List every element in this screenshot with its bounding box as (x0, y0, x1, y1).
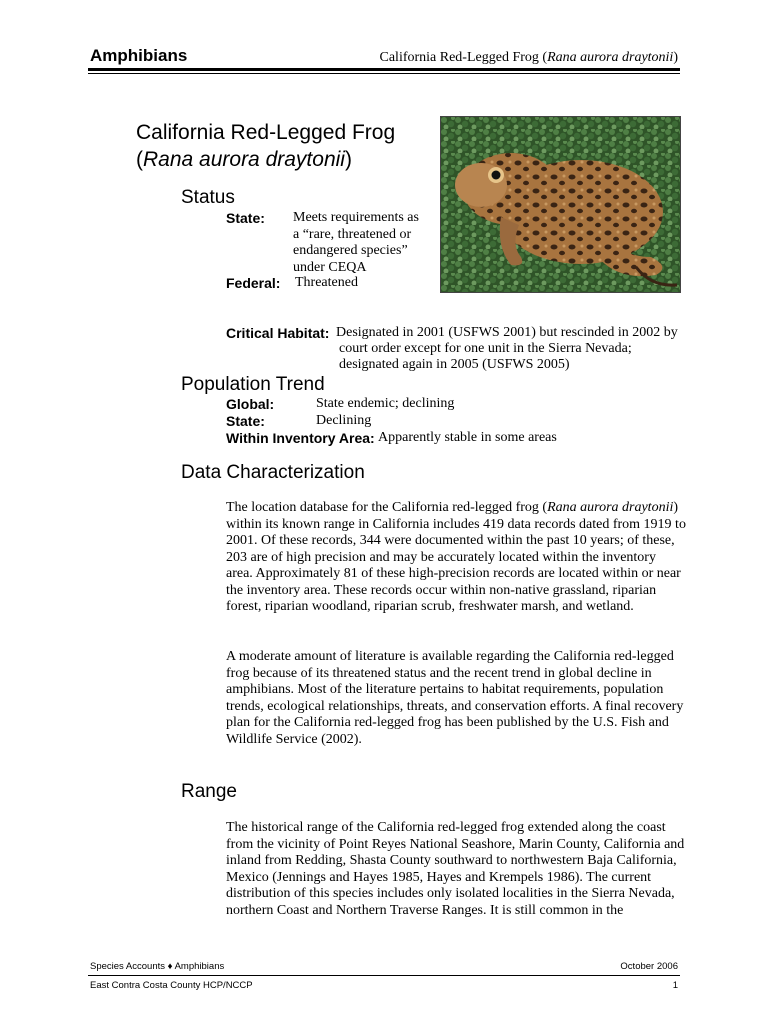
dc-p1-rest: ) within its known range in California includes 419 data records dated from 1919 to 2001. Of these records, 344 were documented within the past 10 years; of these, 203 are of high precision and may be accurately located within the inventory area. Approximately 81 of these high-precision records are located within or near the inventory area. These records occur within non-native grassland, riparian forest, riparian woodland, riparian scrub, freshwater marsh, and wetland. (226, 500, 686, 614)
critical-habitat-line: Designated in 2001 (USFWS 2001) but rescinded in 2002 by (336, 325, 678, 340)
trend-state-label: State: (226, 413, 265, 429)
running-header-species (380, 50, 679, 66)
population-trend-heading: Population Trend (181, 374, 325, 395)
footer-right-top: October 2006 (620, 961, 678, 972)
frog-photo (440, 116, 681, 293)
data-characterization-paragraph-1 (226, 500, 686, 616)
running-header-section: Amphibians (90, 46, 188, 65)
footer-left-top: Species Accounts ♦ Amphibians (90, 961, 225, 972)
trend-global-label: Global: (226, 396, 275, 412)
status-state-value (293, 210, 433, 276)
critical-habitat-line: designated again in 2005 (USFWS 2005) (339, 357, 570, 372)
header-species-latin: Rana aurora draytonii (547, 50, 674, 65)
data-characterization-heading: Data Characterization (181, 462, 365, 483)
range-heading: Range (181, 781, 237, 802)
status-state-line: Meets requirements as (293, 210, 419, 225)
footer-left-bottom: East Contra Costa County HCP/NCCP (90, 980, 253, 991)
title-close-paren: ) (344, 148, 352, 171)
title-common-name: California Red-Legged Frog (136, 121, 396, 144)
header-species-common: California Red-Legged Frog ( (379, 50, 548, 65)
status-state-line: under CEQA (293, 259, 367, 275)
header-rule-thin (88, 73, 680, 74)
footer-rule (88, 975, 680, 976)
page-number: 1 (672, 980, 678, 991)
page-title (136, 119, 395, 173)
status-federal-label: Federal: (226, 275, 281, 291)
header-rule-thick (88, 68, 680, 71)
title-latin-line (136, 146, 395, 173)
trend-global-value: State endemic; declining (316, 396, 455, 411)
dc-p1-start: The location database for the California red-legged frog ( (226, 500, 548, 515)
range-paragraph-1: The historical range of the California red-legged frog extended along the coast from the vicinity of Point Reyes National Seashore, Marin County, California and inland from Redding, Shasta County southward to northwestern Baja California, Mexico (Jennings and Hayes 1985, Hayes and Krempels 1986). The current distribution of this species includes only isolated localities in the Sierra Nevada, northern Coast and Northern Traverse Ranges. It is still common in the (226, 820, 685, 918)
frog-photo-image (441, 117, 680, 292)
status-state-line: a “rare, threatened or (293, 226, 412, 242)
status-federal-value: Threatened (295, 275, 358, 290)
dc-p1-latin: Rana aurora draytonii (547, 500, 674, 515)
title-latin-name: Rana aurora draytonii (143, 148, 345, 171)
header-species-close: ) (673, 50, 678, 65)
trend-inventory-label: Within Inventory Area: (226, 430, 375, 446)
status-state-label: State: (226, 210, 265, 226)
data-characterization-paragraph-2: A moderate amount of literature is available regarding the California red-legged frog because of its threatened status and the recent trend in global decline in amphibians. Most of the literature pertains to habitat requirements, population trends, ecological relationships, threats, and conservation efforts. A final recovery plan for the California red-legged frog has been published by the U.S. Fish and Wildlife Service (2002). (226, 649, 684, 747)
title-open-paren: ( (136, 148, 143, 171)
trend-state-value: Declining (316, 413, 372, 428)
critical-habitat-label: Critical Habitat: (226, 325, 330, 341)
status-heading: Status (181, 187, 235, 208)
critical-habitat-line: court order except for one unit in the Sierra Nevada; (339, 341, 632, 356)
trend-inventory-value: Apparently stable in some areas (378, 430, 557, 445)
status-state-line: endangered species” (293, 243, 408, 258)
